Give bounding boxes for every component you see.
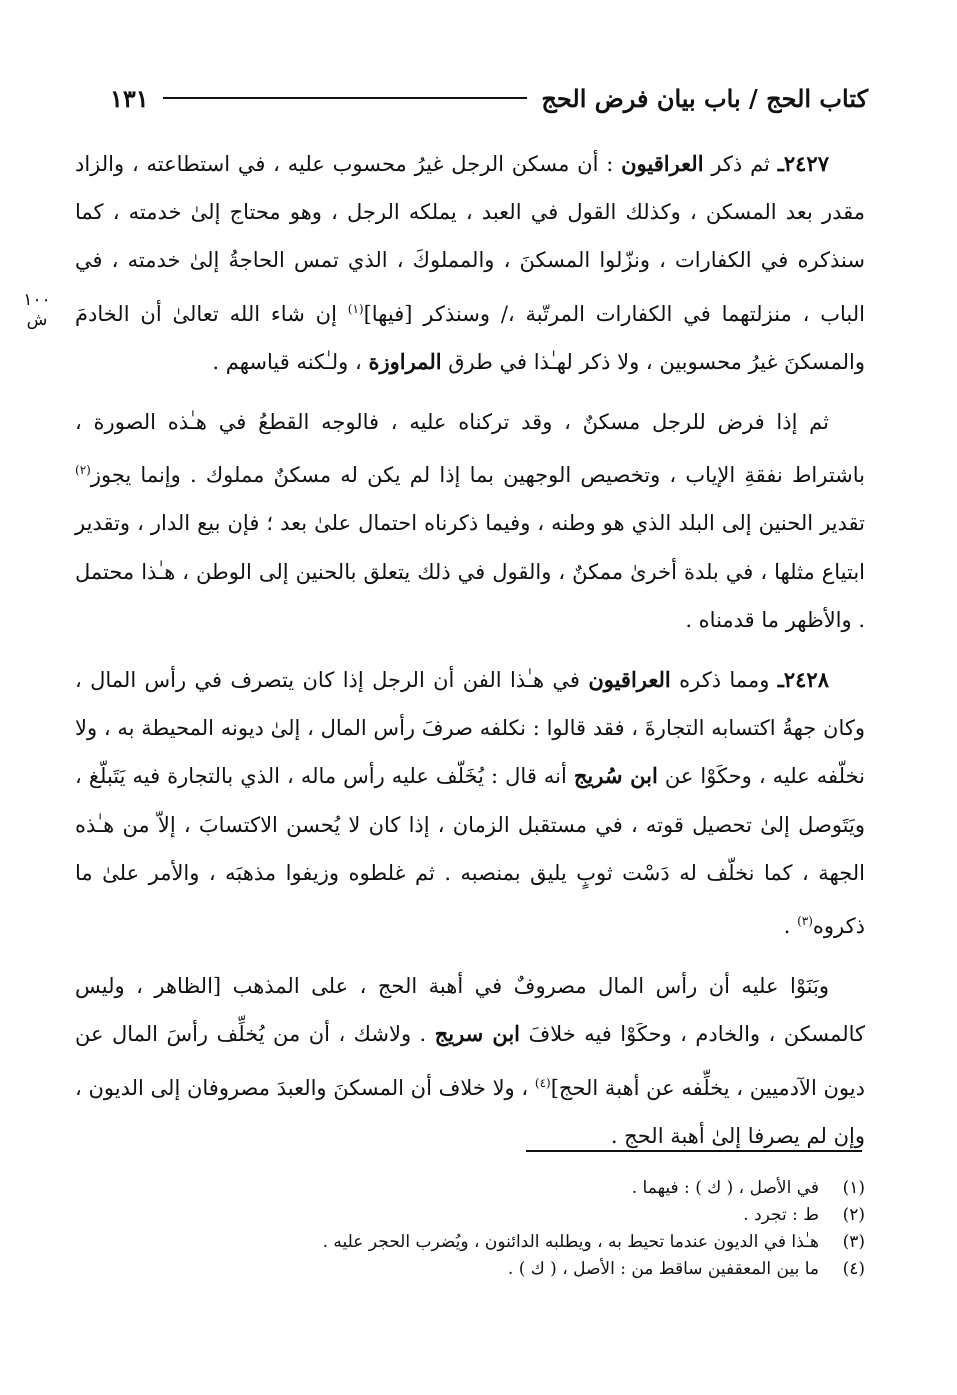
footnote-text: في الأصل ، ( ك ) : فيهما . xyxy=(631,1178,819,1198)
footnote-text: ط : تجرد . xyxy=(743,1205,819,1225)
footnote xyxy=(200,1175,865,1202)
emphasis: ابن سُريج xyxy=(573,763,658,789)
footnote xyxy=(200,1256,865,1283)
footnote-ref: (١) xyxy=(347,301,364,316)
footnote xyxy=(200,1202,865,1229)
main-text xyxy=(75,140,865,1160)
emphasis: ابن سريج xyxy=(434,1021,521,1047)
footnote-text: ما بين المعقفين ساقط من : الأصل ، ( ك ) . xyxy=(507,1259,819,1279)
footnote-separator xyxy=(526,1150,862,1152)
footnote-ref: (٤) xyxy=(534,1075,551,1090)
footnote-number: (٤) xyxy=(842,1259,865,1279)
footnote-number: (٣) xyxy=(842,1232,865,1252)
footnote-ref: (٢) xyxy=(75,463,91,478)
paragraph-final: وبَنَوْا عليه أن رأس المال مصروفٌ في أهبة الحج ، على المذهب [الظاهر ، وليس كالمسكن ، والخادم ، وحكَوْا فيه خلافَ ابن سريج . ولاشك ، أن من يُخلِّف رأسَ المال عن ديون الآدميين ، يخلِّفه عن أهبة الحج]$^{(٤)}$ ، ولا خلاف أن المسكنَ والعبدَ مصروفان إلى الديون ، وإن لم يصرفا إلىٰ أهبة الحج . xyxy=(75,974,865,1148)
footnotes xyxy=(200,1175,865,1283)
paragraph-continuation: ثم إذا فرض للرجل مسكنٌ ، وقد تركناه عليه ، فالوجه القطعُ في هـٰذه الصورة ، باشتراط نفقةِ الإياب ، وتخصيص الوجهين بما إذا لم يكن له مسكنٌ مملوك . وإنما يجوز$^{(٢)}$ تقدير الحنين إلى البلد الذي هو وطنه ، وفيما ذكرناه احتمال علىٰ بعد ؛ فإن بيع الدار ، وتقدير ابتياع مثلها ، في بلدة أخرىٰ ممكنٌ ، والقول في ذلك يتعلق بالحنين إلى الوطن ، هـٰذا محتمل . والأظهر ما قدمناه . xyxy=(75,410,865,632)
margin-note: ١٠٠ ش xyxy=(23,290,51,330)
paragraph-number: ٢٤٢٧ـ xyxy=(777,151,829,176)
emphasis: العراقيون xyxy=(621,151,704,176)
header-rule xyxy=(163,97,528,99)
emphasis: العراقيون xyxy=(588,667,671,693)
paragraph-2427: ٢٤٢٧ـ ثم ذكر العراقيون : أن مسكن الرجل غيرُ محسوب عليه ، في استطاعته ، والزاد مقدر بعد المسكن ، وكذلك القول في العبد ، يملكه الرجل ، وهو محتاج إلىٰ خدمته ، كما سنذكره في الكفارات ، ونزّلوا المسكنَ ، والمملوكَ ، الذي تمس الحاجةُ إلىٰ خدمته ، في الباب ، منزلتهما في الكفارات المرتّبة ،/ وسنذكر [فيها]$^{(١)}$ إن شاء الله تعالىٰ أن الخادمَ والمسكنَ غيرُ محسوبين ، ولا ذكر لهـٰذا في طرق المراوزة ، ولـٰكنه قياسهم . xyxy=(75,151,865,374)
footnote-ref: (٣) xyxy=(797,914,813,929)
emphasis: المراوزة xyxy=(368,348,442,374)
footnote xyxy=(200,1229,865,1256)
footnote-number: (١) xyxy=(842,1178,865,1198)
page-number: ١٣١ xyxy=(110,83,149,113)
paragraph-2428: ٢٤٢٨ـ ومما ذكره العراقيون في هـٰذا الفن أن الرجل إذا كان يتصرف في رأس المال ، وكان جهةُ اكتسابه التجارةَ ، فقد قالوا : نكلفه صرفَ رأس المال ، إلىٰ ديونه المحيطة به ، ولا نخلّفه عليه ، وحكَوْا عن ابن سُريج أنه قال : يُخَلّف عليه رأس ماله ، الذي بالتجارة فيه يَتَبلّغ ، ويَتَوصل إلىٰ تحصيل قوته ، في مستقبل الزمان ، إذا كان لا يُحسن الاكتسابَ ، إلاّ من هـٰذه الجهة ، كما نخلّف له دَسْت ثوبٍ يليق بمنصبه . ثم غلطوه وزيفوا مذهبَه ، والأمر علىٰ ما ذكروه$^{(٣)}$ . xyxy=(75,667,865,939)
paragraph-number: ٢٤٢٨ـ xyxy=(777,667,829,693)
footnote-number: (٢) xyxy=(842,1205,865,1225)
running-header xyxy=(110,78,868,118)
header-title: كتاب الحج / باب بيان فرض الحج xyxy=(541,83,868,113)
footnote-text: هـٰذا في الديون عندما تحيط به ، ويطلبه الدائنون ، ويُضرب الحجر عليه . xyxy=(322,1232,819,1252)
